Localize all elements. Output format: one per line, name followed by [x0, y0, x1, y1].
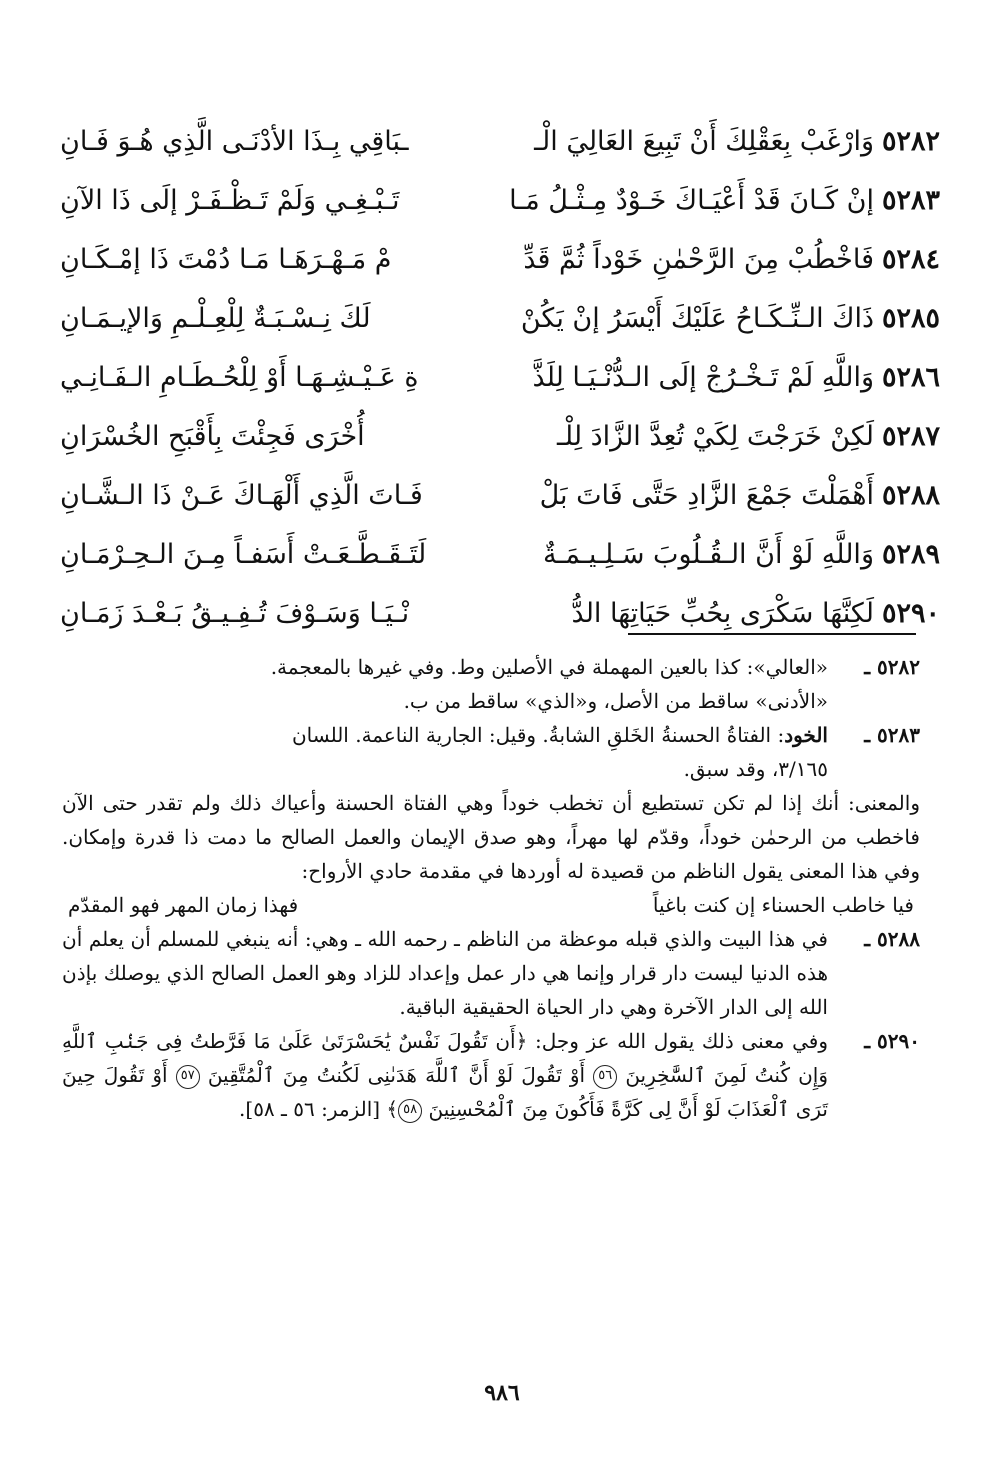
ayah-number-marker: ٥٦	[593, 1065, 617, 1089]
verse-first-hemistich	[508, 407, 940, 466]
verse-5286	[60, 348, 940, 407]
verse-text: لَكِنَّهَا سَكْرَى بِحُبِّ حَيَاتِهَا الدُّ	[571, 598, 874, 629]
footnote-text: «العالي»: كذا بالعين المهملة في الأصلين وط. وفي غيرها بالمعجمة.	[270, 655, 828, 679]
footnote-text: ٣/١٦٥، وقد سبق.	[683, 757, 828, 781]
ayah-number-marker: ٥٧	[176, 1065, 200, 1089]
footnote-5290	[62, 1024, 920, 1126]
verse-5283	[60, 171, 940, 230]
footnotes	[62, 650, 920, 1126]
verse-number: ٥٢٨٣	[881, 185, 940, 216]
verse-second-hemistich: لَتَـقَـطَّـعَـتْ أَسَفـاً مِـنَ الـحِـرْمَـانِ	[60, 539, 427, 570]
footnote-text: «الأدنى» ساقط من الأصل، و«الذي» ساقط من ب.	[403, 689, 828, 713]
footnote-body	[62, 718, 828, 786]
footnote-text: في هذا البيت والذي قبله موعظة من الناظم ـ رحمه الله ـ وهي: أنه ينبغي للمسلم أن يعلم أن هذه الدنيا ليست دار قرار وإنما هي دار عمل وإعداد للزاد وهو العمل الصالح الذي يوصلك بإذن الله إلى الدار الآخرة وهي دار الحياة الحقيقية الباقية.	[62, 927, 828, 1019]
footnote-number: ٥٢٨٨ ـ	[864, 927, 920, 951]
verse-second-hemistich: أُخْرَى فَجِئْتَ بِأَقْبَحِ الخُسْرَانِ	[60, 421, 365, 452]
verse-5282	[60, 112, 940, 171]
verse-number: ٥٢٩٠	[881, 598, 940, 629]
footnote-5288	[62, 922, 920, 1024]
footnote-5282	[62, 650, 920, 718]
verse-5287	[60, 407, 940, 466]
quoted-verse-first: فيا خاطب الحسناء إن كنت باغياً	[652, 893, 914, 917]
verse-text: وَاللَّهِ لَمْ تَـخْـرُجْ إلَى الـدُّنْـيَـا لِلَذَّ	[532, 362, 874, 393]
verse-first-hemistich	[508, 525, 940, 584]
verse-first-hemistich	[508, 348, 940, 407]
verse-number: ٥٢٨٦	[881, 362, 940, 393]
verse-first-hemistich	[508, 112, 940, 171]
quran-verse: أَوْ تَقُولَ لَوْ أَنَّ ٱللَّهَ هَدَىٰنِى لَكُنتُ مِنَ ٱلْمُتَّقِينَ	[207, 1063, 586, 1087]
verse-second-hemistich: مْ مَـهْـرَهَـا مَـا دُمْتَ ذَا إمْـكَـانِ	[60, 244, 392, 275]
verse-second-hemistich: لَكَ نِـسْـبَـةٌ لِلْعِـلْـمِ وَالإيـمَـانِ	[60, 303, 371, 334]
verse-5285	[60, 289, 940, 348]
quran-intro: وفي معنى ذلك يقول الله عز وجل: ﴿	[515, 1029, 828, 1053]
poem	[60, 112, 940, 643]
verse-number: ٥٢٨٨	[881, 480, 940, 511]
footnote-number: ٥٢٨٣ ـ	[864, 723, 920, 747]
quoted-verse-second: فهذا زمان المهر فهو المقدّم	[68, 893, 299, 917]
verse-5284	[60, 230, 940, 289]
verse-text: أَهْمَلْتَ جَمْعَ الزَّادِ حَتَّى فَاتَ بَلْ	[539, 480, 874, 511]
quran-verse: أَن تَقُولَ نَفْسٌ يَٰحَسْرَتَىٰ عَلَىٰ مَا فَرَّطتُ فِى جَنۢبِ ٱللَّهِ وَإِن كُنتُ لَمِنَ ٱلسَّٰخِرِينَ	[62, 1029, 828, 1087]
verse-second-hemistich: تَـبْـغِـي وَلَمْ تَـظْـفَـرْ إلَى ذَا الآنِ	[60, 185, 400, 216]
verse-text: ذَاكَ الـنِّـكَـاحُ عَلَيْكَ أَيْسَرُ إنْ يَكُنْ	[520, 303, 874, 334]
footnote-body	[62, 922, 828, 1024]
footnote-text	[62, 718, 828, 752]
verse-number: ٥٢٨٧	[881, 421, 940, 452]
footnote-divider	[628, 633, 916, 635]
verse-text: فَاخْطُبْ مِنَ الرَّحْمٰنِ خَوْداً ثُمَّ قَدِّ	[523, 244, 874, 275]
verse-number: ٥٢٨٤	[881, 244, 940, 275]
footnote-number: ٥٢٩٠ ـ	[864, 1029, 920, 1053]
footnote-5283	[62, 718, 920, 786]
footnote-definition: : الفتاةُ الحسنةُ الخَلقِ الشابةُ. وقيل: الجارية الناعمة. اللسان	[291, 723, 785, 747]
verse-first-hemistich	[508, 466, 940, 525]
verse-number: ٥٢٨٢	[881, 126, 940, 157]
ayah-number-marker: ٥٨	[398, 1099, 422, 1123]
footnote-body	[62, 650, 828, 718]
meaning-paragraph: والمعنى: أنك إذا لم تكن تستطيع أن تخطب خوداً وهي الفتاة الحسنة وأعياك ذلك ولم تقدر حتى الآن فاخطب من الرحمٰن خوداً، وقدّم لها مهراً، وهو صدق الإيمان والعمل الصالح ما دمت ذا قدرة وإمكان. وفي هذا المعنى يقول الناظم من قصيدة له أوردها في مقدمة حادي الأرواح:	[62, 791, 920, 883]
verse-second-hemistich: نْـيَـا وَسَـوْفَ تُـفِـيـقُ بَـعْـدَ زَمَـانِ	[60, 598, 410, 629]
verse-second-hemistich: فَـاتَ الَّذِي أَلْهَـاكَ عَـنْ ذَا الـشَّـانِ	[60, 480, 423, 511]
verse-5288	[60, 466, 940, 525]
footnote-term: الخود	[784, 723, 828, 747]
verse-first-hemistich	[508, 171, 940, 230]
verse-second-hemistich: ـبَاقِي بِـذَا الأدْنَـى الَّذِي هُـوَ فَـانِ	[60, 126, 409, 157]
footnote-text	[62, 1024, 828, 1126]
page-number: ٩٨٦	[484, 1380, 520, 1406]
verse-number: ٥٢٨٥	[881, 303, 940, 334]
footnote-body	[62, 1024, 828, 1126]
verse-number: ٥٢٨٩	[881, 539, 940, 570]
verse-text: إنْ كَـانَ قَدْ أَعْيَـاكَ خَـوْدٌ مِـثْـلُ مَـا	[509, 185, 874, 216]
footnote-number: ٥٢٨٢ ـ	[864, 655, 920, 679]
quoted-verse	[62, 888, 920, 922]
quran-verse: أَوْ تَقُولَ حِينَ تَرَى ٱلْعَذَابَ لَوْ أَنَّ لِى كَرَّةً فَأَكُونَ مِنَ ٱلْمُحْسِنِينَ	[62, 1063, 828, 1121]
verse-first-hemistich	[508, 289, 940, 348]
verse-text: وَاللَّهِ لَوْ أَنَّ الـقُـلُوبَ سَـلِـيـمَـةٌ	[543, 539, 874, 570]
verse-text: وَارْغَبْ بِعَقْلِكَ أَنْ تَبِيعَ العَالِيَ الْـ	[534, 126, 874, 157]
verse-5289	[60, 525, 940, 584]
quran-reference: ﴾ [الزمر: ٥٦ ـ ٥٨].	[239, 1097, 399, 1121]
verse-first-hemistich	[508, 230, 940, 289]
verse-second-hemistich: ةِ عَـيْـشِـهَـا أَوْ لِلْحُـطَـامِ الـفَـانِـي	[60, 362, 419, 393]
verse-text: لَكِنْ خَرَجْتَ لِكَيْ تُعِدَّ الزَّادَ لِلْـ	[557, 421, 874, 452]
